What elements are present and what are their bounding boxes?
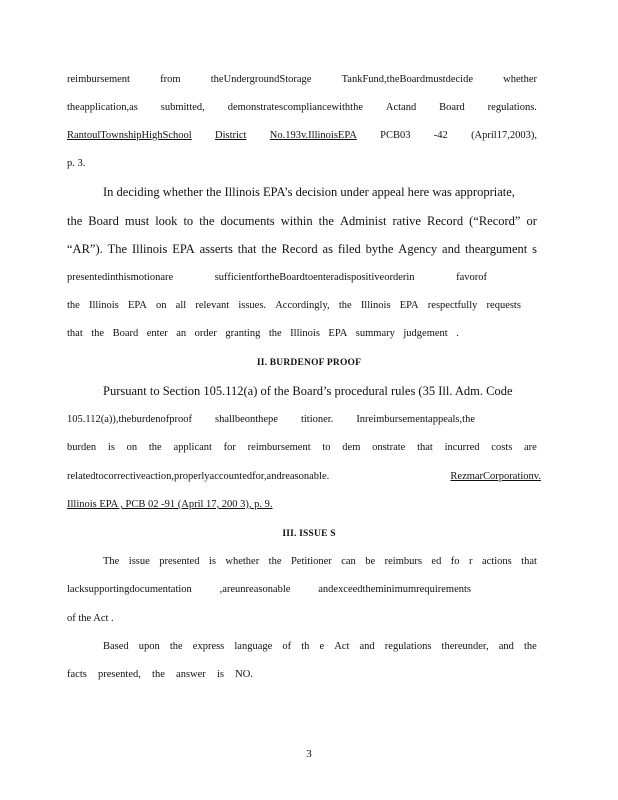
word: shallbeonthepe [214,414,278,425]
word: dem [342,442,361,453]
word: or [526,214,537,228]
word: demonstratescompliancewiththe [227,102,363,113]
word: the [67,300,80,311]
p5-line1 [103,640,537,654]
word: that [417,442,433,453]
word: issue [128,556,150,567]
p4-line2 [67,583,471,597]
word: r [469,556,473,567]
word: reimburs [384,556,422,567]
word: whether [225,556,260,567]
word: bythe [365,242,394,256]
word: The [107,242,128,256]
word: the [169,641,183,652]
word: on [155,300,167,311]
word: regulations [384,641,432,652]
p2-line1: In deciding whether the Illinois EPA’s decision under appeal here was appropriate, [103,185,515,199]
section-heading-issues: III. ISSUE S [282,529,336,539]
word: s [532,242,537,256]
word: . [456,328,459,339]
word: can [341,556,356,567]
word: Illinois [290,328,320,339]
word: the [91,328,105,339]
word: incurred [444,442,480,453]
word: andexceedtheminimumrequirements [318,584,471,595]
word: Illinois [89,300,119,311]
word: that [521,556,537,567]
p1-line2 [67,101,537,115]
word: enter [146,328,168,339]
word: ,areunreasonable [219,584,291,595]
word: reimbursement [247,442,311,453]
word: EPA [328,328,348,339]
word: Act [334,641,350,652]
word: and [442,242,461,256]
word: burden [67,442,97,453]
word: onstrate [372,442,406,453]
word: EPA [399,300,419,311]
word: presented, [98,669,141,680]
word: the [152,669,165,680]
word: the [268,328,282,339]
word: upon [138,641,160,652]
word: Board [112,328,139,339]
word: Inreimbursementappeals,the [356,414,475,425]
p4-line3: of the Act . [67,613,114,624]
word: Record [427,214,464,228]
p3-line4: relatedtocorrectiveaction,properlyaccountedfor,andreasonable. RezmarCorporationv. [67,471,541,482]
word: to [183,214,194,228]
word: on [126,442,138,453]
word: Board [439,102,465,113]
word: all [175,300,187,311]
citation-continued: Illinois EPA , PCB 02 -91 (April 17, 200 3), p. 9. [67,499,273,510]
word: favorof [456,272,487,283]
word: presentedinthismotionare [67,272,174,283]
word: an [176,328,187,339]
p2-line6 [67,327,459,341]
word: issues. [238,300,267,311]
word: th [301,641,310,652]
word: titioner. [300,414,334,425]
word: relevant [195,300,230,311]
word: the [268,556,282,567]
word: the [67,214,83,228]
word: documents [220,214,275,228]
p3-line1: Pursuant to Section 105.112(a) of the Board’s procedural rules (35 Ill. Adm. Code [103,384,513,398]
page-number: 3 [306,748,312,760]
word: as [322,242,333,256]
word: TankFund,theBoardmustdecide [341,74,473,85]
section-heading-burden-of-proof: II. BURDENOF PROOF [256,358,362,368]
p2-line3 [67,242,537,256]
p3-line2 [67,413,475,427]
word: presented [159,556,200,567]
word: granting [225,328,261,339]
word: whether [503,74,537,85]
word: e [319,641,325,652]
citation-rezmar: RezmarCorporationv. [450,471,541,482]
word: Illinois [131,242,168,256]
word: language [234,641,273,652]
p1-line3-citation: RantoulTownshipHighSchool District No.193v.IllinoisEPA PCB03 -42 (April17,2003), [67,130,537,141]
p3-line3 [67,441,537,455]
word: asserts [199,242,233,256]
word: Board [88,214,119,228]
word: reimbursement [67,74,130,85]
p4-line1 [103,555,537,569]
word: the [318,214,334,228]
word: is [107,442,115,453]
word: and [359,641,375,652]
p1-line4: p. 3. [67,158,86,169]
word: the [261,242,277,256]
word: the [338,300,352,311]
word: ed [431,556,442,567]
word: EPA [172,242,195,256]
word: are [524,442,537,453]
word: submitted, [160,102,205,113]
word: “AR”). [67,242,103,256]
word: (“Record” [469,214,521,228]
word: Agency [398,242,438,256]
word: Based [103,641,129,652]
word: the [199,214,215,228]
word: Accordingly, [275,300,330,311]
word: rative [392,214,421,228]
word: facts [67,669,87,680]
word: Actand [385,102,417,113]
p2-line5 [67,299,521,313]
word: Petitioner [290,556,332,567]
p5-line2 [67,668,253,682]
word: that [237,242,257,256]
word: within [280,214,313,228]
word: Illinois [360,300,391,311]
word: costs [491,442,513,453]
word: judgement [403,328,448,339]
word: applicant [173,442,212,453]
word: be [365,556,376,567]
word: 105.112(a)),theburdenofproof [67,414,192,425]
word: the [524,641,537,652]
word: the [148,442,162,453]
word: EPA [127,300,147,311]
word: NO. [235,669,253,680]
p2-line2 [67,214,537,228]
word: answer [176,669,206,680]
word: of [282,641,292,652]
word: from [160,74,181,85]
word: is [208,556,216,567]
word: The [103,556,120,567]
word: summary [355,328,395,339]
word: look [155,214,178,228]
word: Administ [339,214,387,228]
word: filed [337,242,361,256]
word: for [223,442,236,453]
word: order [194,328,217,339]
word: theargument [464,242,528,256]
word: requests [486,300,521,311]
word: that [67,328,83,339]
word: theapplication,as [67,102,138,113]
word: express [192,641,225,652]
p1-line1 [67,73,537,87]
p3-line5 [67,498,537,512]
word: thereunder, [441,641,489,652]
word: sufficientfortheBoardtoenteradispositiveorderin [214,272,415,283]
word: lacksupportingdocumentation [67,584,192,595]
word: theUndergroundStorage [210,74,312,85]
word: must [124,214,150,228]
word: actions [481,556,512,567]
word: is [216,669,224,680]
word: to [322,442,331,453]
word: fo [450,556,460,567]
word: respectfully [427,300,478,311]
word: Record [281,242,318,256]
word: regulations. [487,102,537,113]
citation-case-name: RantoulTownshipHighSchool [67,130,192,141]
p2-line4 [67,271,487,285]
word: and [498,641,514,652]
